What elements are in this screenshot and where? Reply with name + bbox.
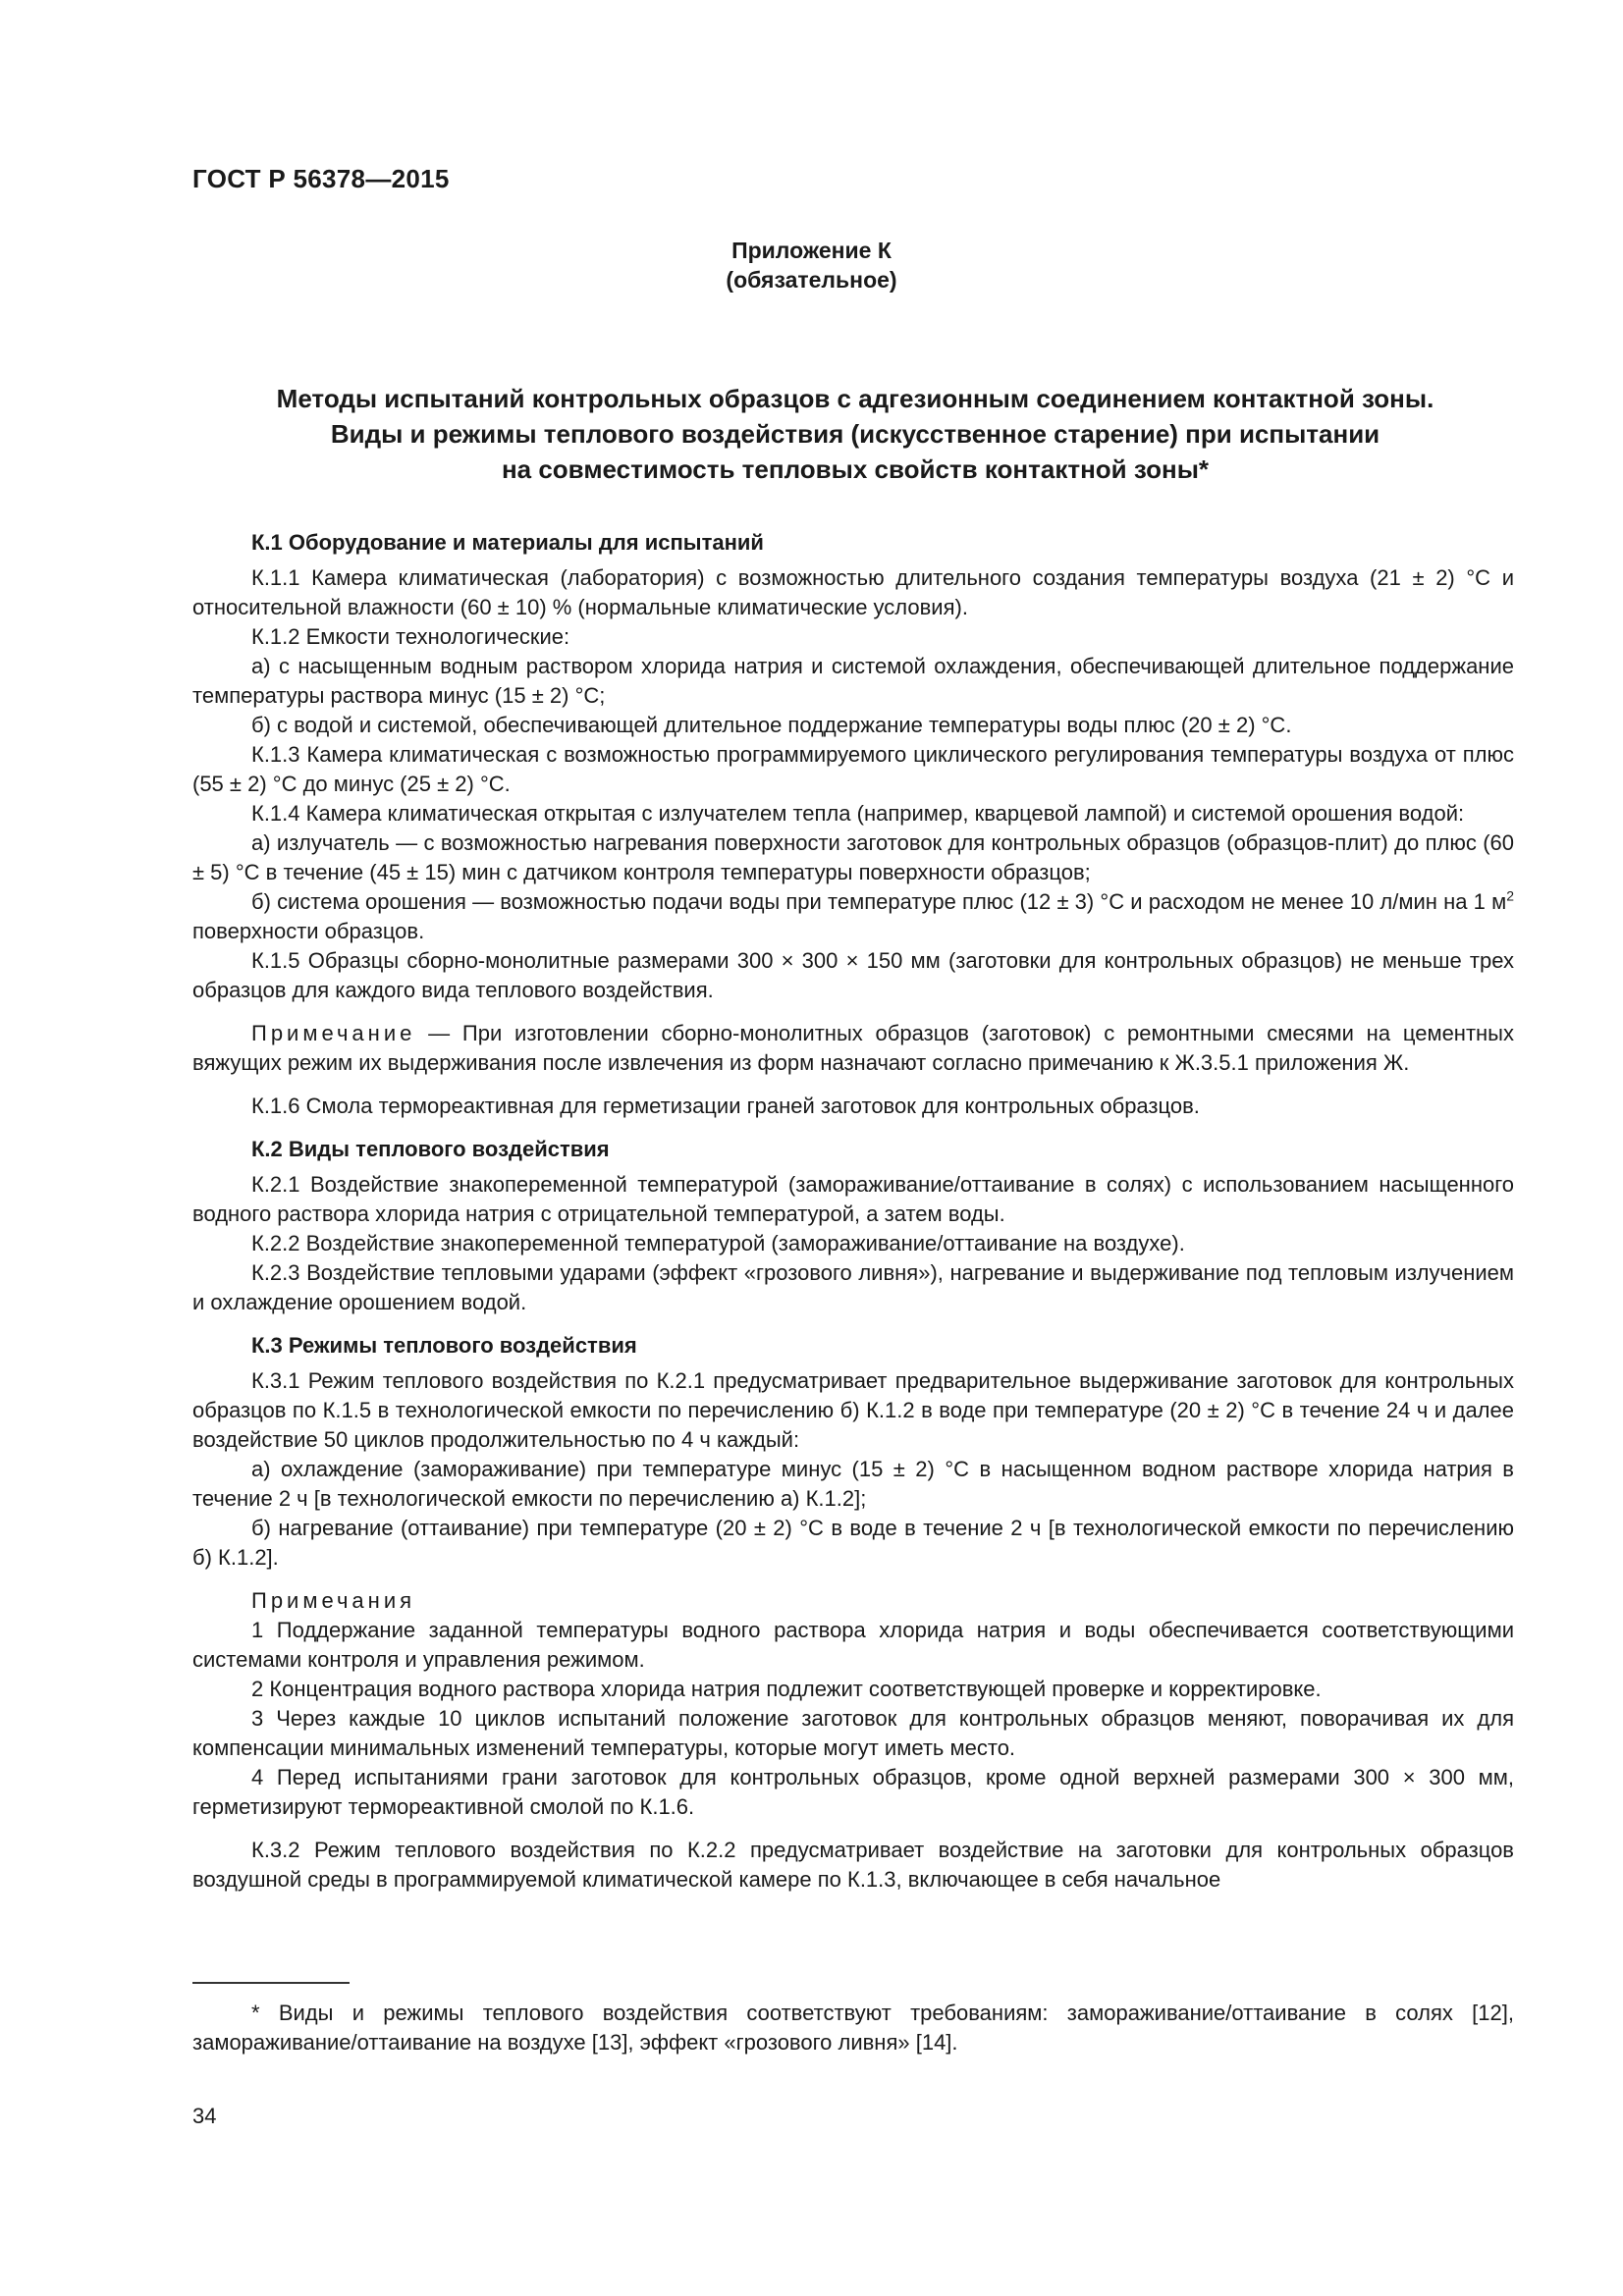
appendix-status: (обязательное) xyxy=(726,267,897,293)
list-item xyxy=(192,887,1514,946)
list-item: а) охлаждение (замораживание) при температуре минус (15 ± 2) °С в насыщенном водном растворе хлорида натрия в течение 2 ч [в технологической емкости по перечислению а) К.1.2]; xyxy=(192,1457,1514,1511)
paragraph: К.2.3 Воздействие тепловыми ударами (эффект «грозового ливня»), нагревание и выдерживание под тепловым излучением и охлаждение орошением водой. xyxy=(192,1260,1514,1314)
page-number: 34 xyxy=(192,2104,217,2128)
note-item: 2 Концентрация водного раствора хлорида натрия подлежит соответствующей проверке и корректировке. xyxy=(251,1677,1322,1701)
section-heading-k1: К.1 Оборудование и материалы для испытаний xyxy=(251,530,764,555)
section-heading-k3: К.3 Режимы теплового воздействия xyxy=(251,1333,637,1358)
list-item: б) нагревание (оттаивание) при температуре (20 ± 2) °С в воде в течение 2 ч [в технологической емкости по перечислению б) К.1.2]. xyxy=(192,1516,1514,1570)
paragraph: К.1.2 Емкости технологические: xyxy=(251,624,570,649)
document-body xyxy=(192,522,1514,1895)
list-item: а) излучатель — с возможностью нагревания поверхности заготовок для контрольных образцов (образцов-плит) до плюс (60 ± 5) °С в течение (45 ± 15) мин с датчиком контроля температуры поверхности образцов; xyxy=(192,830,1514,884)
note xyxy=(192,1019,1514,1078)
appendix-heading xyxy=(0,236,1623,294)
note-item: 3 Через каждые 10 циклов испытаний положение заготовок для контрольных образцов меняют, поворачивая их для компенсации минимальных изменений температуры, которые могут иметь место. xyxy=(192,1706,1514,1760)
section-heading-k2: К.2 Виды теплового воздействия xyxy=(251,1137,610,1161)
title-line: Методы испытаний контрольных образцов с адгезионным соединением контактной зоны. xyxy=(276,384,1434,413)
appendix-title: Приложение К xyxy=(731,238,892,263)
note-text: — При изготовлении сборно-монолитных образцов (заготовок) с ремонтными смесями на цементных вяжущих режим их выдерживания после извлечения из форм назначают согласно примечанию к Ж.3.5.1 приложения Ж. xyxy=(192,1021,1514,1075)
notes-label xyxy=(192,1586,1514,1616)
footnote-divider xyxy=(192,1982,350,1984)
paragraph: К.3.2 Режим теплового воздействия по К.2.2 предусматривает воздействие на заготовки для контрольных образцов воздушной среды в программируемой климатической камере по К.1.3, включающее в себя начальное xyxy=(192,1838,1514,1892)
list-item: а) с насыщенным водным раствором хлорида натрия и системой охлаждения, обеспечивающей длительное поддержание температуры раствора минус (15 ± 2) °С; xyxy=(192,654,1514,708)
paragraph: К.1.1 Камера климатическая (лаборатория) с возможностью длительного создания температуры воздуха (21 ± 2) °С и относительной влажности (60 ± 10) % (нормальные климатические условия). xyxy=(192,565,1514,619)
title-line: на совместимость тепловых свойств контактной зоны* xyxy=(501,454,1210,484)
page-title xyxy=(192,381,1518,487)
paragraph: К.3.1 Режим теплового воздействия по К.2.1 предусматривает предварительное выдерживание заготовок для контрольных образцов по К.1.5 в технологической емкости по перечислению б) К.1.2 в воде при температуре (20 ± 2) °С в течение 24 ч и далее воздействие 50 циклов продолжительностью по 4 ч каждый: xyxy=(192,1368,1514,1452)
paragraph: К.2.2 Воздействие знакопеременной температурой (замораживание/оттаивание на воздухе). xyxy=(251,1231,1185,1255)
list-item: б) с водой и системой, обеспечивающей длительное поддержание температуры воды плюс (20 ± 2) °С. xyxy=(251,713,1292,737)
text-run: поверхности образцов. xyxy=(192,919,425,943)
paragraph: К.1.3 Камера климатическая с возможностью программируемого циклического регулирования температуры воздуха от плюс (55 ± 2) °С до минус (25 ± 2) °С. xyxy=(192,742,1514,796)
text-run: б) система орошения — возможностью подачи воды при температуре плюс (12 ± 3) °С и расходом не менее 10 л/мин на 1 м xyxy=(251,889,1507,914)
notes-label-text: Примечания xyxy=(251,1588,416,1613)
note-item: 4 Перед испытаниями грани заготовок для контрольных образцов, кроме одной верхней размерами 300 × 300 мм, герметизируют термореактивной смолой по К.1.6. xyxy=(192,1765,1514,1819)
paragraph: К.2.1 Воздействие знакопеременной температурой (замораживание/оттаивание в солях) с использованием насыщенного водного раствора хлорида натрия с отрицательной температурой, а затем воды. xyxy=(192,1172,1514,1226)
document-number: ГОСТ Р 56378—2015 xyxy=(192,164,450,193)
paragraph: К.1.6 Смола термореактивная для герметизации граней заготовок для контрольных образцов. xyxy=(251,1094,1200,1118)
paragraph: К.1.4 Камера климатическая открытая с излучателем тепла (например, кварцевой лампой) и системой орошения водой: xyxy=(251,801,1465,826)
title-line: Виды и режимы теплового воздействия (искусственное старение) при испытании xyxy=(330,419,1380,449)
paragraph: К.1.5 Образцы сборно-монолитные размерами 300 × 300 × 150 мм (заготовки для контрольных образцов) не меньше трех образцов для каждого вида теплового воздействия. xyxy=(192,948,1514,1002)
footnote: * Виды и режимы теплового воздействия соответствуют требованиям: замораживание/оттаивание в солях [12], замораживание/оттаивание на воздухе [13], эффект «грозового ливня» [14]. xyxy=(192,2001,1514,2055)
note-label: Примечание xyxy=(251,1021,416,1045)
superscript: 2 xyxy=(1506,887,1514,904)
note-item: 1 Поддержание заданной температуры водного раствора хлорида натрия и воды обеспечивается соответствующими системами контроля и управления режимом. xyxy=(192,1618,1514,1672)
